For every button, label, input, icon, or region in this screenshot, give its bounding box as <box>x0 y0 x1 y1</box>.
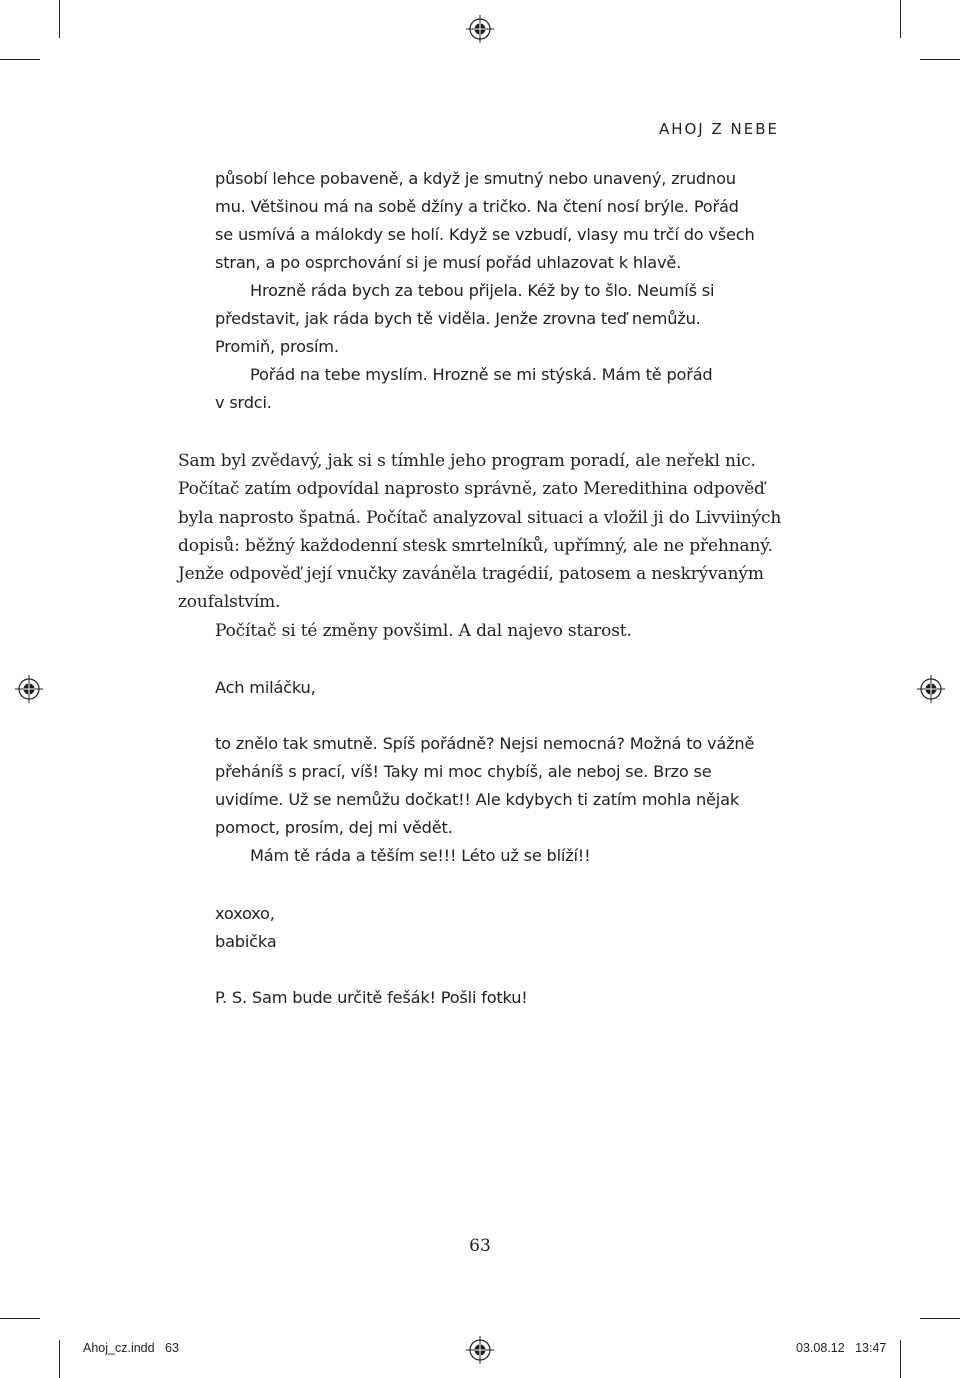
letter-paragraph <box>215 165 775 277</box>
letter-salutation <box>215 674 775 702</box>
crop-mark <box>59 1340 60 1378</box>
crop-mark <box>0 59 40 60</box>
letter-paragraph <box>215 730 775 842</box>
narration-paragraph <box>178 447 783 617</box>
slug-file: Ahoj_cz.indd 63 <box>83 1341 179 1355</box>
text-line: přeháníš s prací, víš! Taky mi moc chybíš, ale neboj se. Brzo se <box>215 762 712 781</box>
crop-mark <box>920 1318 960 1319</box>
text-line: Počítač zatím odpovídal naprosto správně, zato Meredithina odpověď <box>178 479 765 500</box>
text-line: stran, a po osprchování si je musí pořád uhlazovat k hlavě. <box>215 253 682 272</box>
text-line: Jenže odpověď její vnučky zaváněla tragédií, patosem a neskrývaným <box>178 564 764 585</box>
text-line: Promiň, prosím. <box>215 337 339 356</box>
narration <box>178 447 783 645</box>
letter-paragraph <box>215 361 775 417</box>
crop-mark <box>59 0 60 38</box>
text-line: se usmívá a málokdy se holí. Když se vzbudí, vlasy mu trčí do všech <box>215 225 755 244</box>
letter-excerpt <box>215 165 775 417</box>
text-line: Počítač si té změny povšiml. A dal najevo starost. <box>215 620 632 641</box>
text-line: působí lehce pobaveně, a když je smutný nebo unavený, zrudnou <box>215 169 736 188</box>
text-line: dopisů: běžný každodenní stesk smrtelníků, upřímný, ale ne přehnaný. <box>178 535 773 556</box>
running-head: AHOJ Z NEBE <box>658 120 779 138</box>
text-line: to znělo tak smutně. Spíš pořádně? Nejsi nemocná? Možná to vážně <box>215 734 755 753</box>
narration-paragraph <box>178 617 783 645</box>
text-line: Hrozně ráda bych za tebou přijela. Kéž by to šlo. Neumíš si <box>250 281 715 300</box>
text-line: uvidíme. Už se nemůžu dočkat!! Ale kdybych ti zatím mohla nějak <box>215 790 739 809</box>
registration-mark-icon <box>465 14 495 44</box>
crop-mark <box>920 59 960 60</box>
postscript: P. S. Sam bude určitě fešák! Pošli fotku! <box>215 988 528 1007</box>
text-line: mu. Většinou má na sobě džíny a tričko. Na čtení nosí brýle. Pořád <box>215 197 739 216</box>
text-line: Pořád na tebe myslím. Hrozně se mi stýská. Mám tě pořád <box>250 365 713 384</box>
crop-mark <box>900 0 901 38</box>
text-line: Sam byl zvědavý, jak si s tímhle jeho program poradí, ale neřekl nic. <box>178 451 756 471</box>
registration-mark-icon <box>916 674 946 704</box>
text-line: byla naprosto špatná. Počítač analyzoval situaci a vložil ji do Livviiných <box>178 507 782 528</box>
crop-mark <box>0 1318 40 1319</box>
letter-postscript <box>215 984 775 1012</box>
text-line: v srdci. <box>215 393 272 412</box>
text-line: pomoct, prosím, dej mi vědět. <box>215 818 453 837</box>
text-line: zoufalstvím. <box>178 592 281 613</box>
signature-line: babička <box>215 932 277 951</box>
text-line: Mám tě ráda a těším se!!! Léto už se blíží!! <box>250 846 591 865</box>
registration-mark-icon <box>465 1335 495 1365</box>
page-number: 63 <box>469 1236 491 1256</box>
text-line: představit, jak ráda bych tě viděla. Jenže zrovna teď nemůžu. <box>215 309 701 328</box>
letter-paragraph <box>215 842 775 870</box>
letter-body <box>215 730 775 870</box>
letter-paragraph <box>215 277 775 361</box>
crop-mark <box>900 1340 901 1378</box>
letter-signature <box>215 900 775 956</box>
slug-date: 03.08.12 13:47 <box>796 1341 887 1355</box>
signature-line: xoxoxo, <box>215 904 275 923</box>
salutation: Ach miláčku, <box>215 678 316 697</box>
registration-mark-icon <box>14 674 44 704</box>
